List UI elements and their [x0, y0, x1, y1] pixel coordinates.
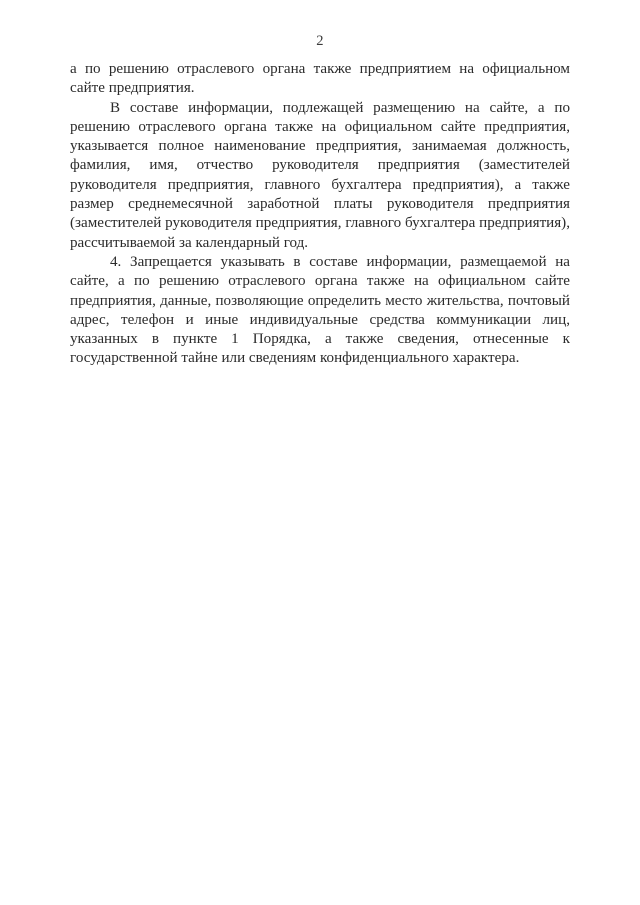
paragraph-continuation: а по решению отраслевого органа также предприятием на официальном сайте предприятия. — [70, 61, 570, 97]
paragraph-composition-of-information: В составе информации, подлежащей размещению на сайте, а по решению отраслевого органа также на официальном сайте предприятия, указывается полное наименование предприятия, занимаемая должность, фамилия, имя, отчество руководителя предприятия (заместителей руководителя предприятия, главного бухгалтера предприятия), а также размер среднемесячной заработной платы руководителя предприятия (заместителей руководителя предприятия, главного бухгалтера предприятия), рассчитываемой за календарный год. — [70, 99, 570, 251]
page-number: 2 — [316, 33, 324, 49]
document-body — [70, 60, 570, 369]
paragraph-item-4: 4. Запрещается указывать в составе информации, размещаемой на сайте, а по решению отраслевого органа также на официальном сайте предприятия, данные, позволяющие определить место жительства, почтовый адрес, телефон и иные индивидуальные средства коммуникации лиц, указанных в пункте 1 Порядка, а также сведения, отнесенные к государственной тайне или сведениям конфиденциального характера. — [70, 253, 570, 367]
